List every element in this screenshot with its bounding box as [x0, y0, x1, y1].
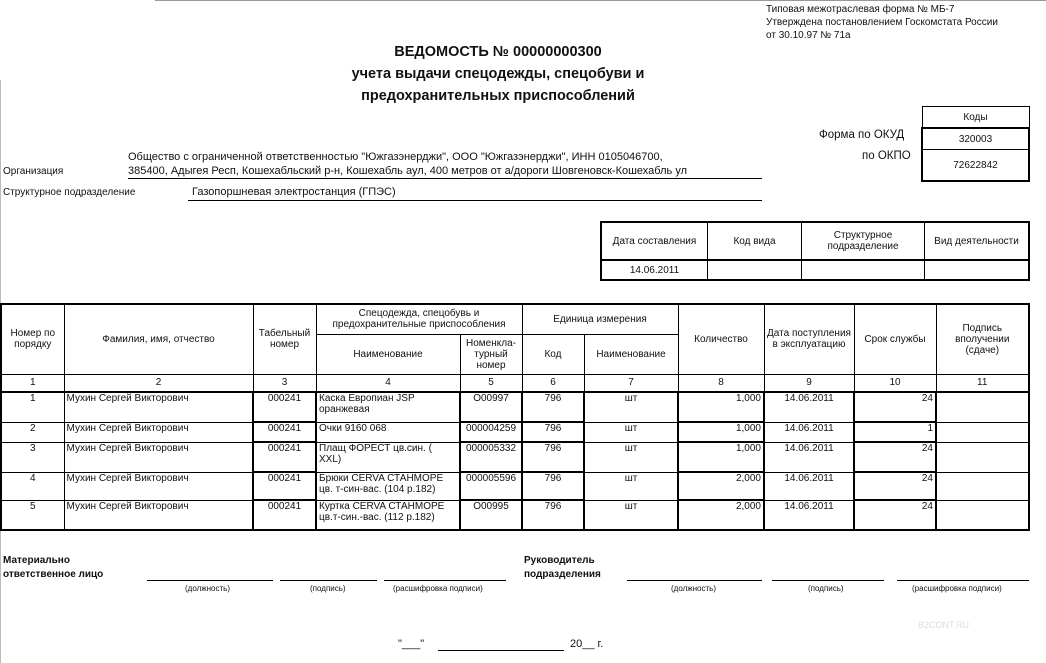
row-nomen: 000005332	[460, 442, 522, 472]
row-unit-name: шт	[584, 442, 678, 472]
date-day: "___"	[398, 638, 425, 650]
row-num: 2	[1, 422, 64, 442]
row-unit-code: 796	[522, 442, 584, 472]
date-month-line	[438, 650, 564, 651]
row-date: 14.06.2011	[764, 392, 854, 422]
doc-info-table	[600, 221, 1030, 281]
row-term: 24	[854, 500, 936, 530]
row-term: 24	[854, 442, 936, 472]
row-item-name-line1: Очки 9160 068	[319, 422, 387, 434]
unit-underline	[188, 200, 762, 201]
responsible-label-line2: ответственное лицо	[3, 569, 104, 580]
organization-name	[128, 150, 687, 178]
row-item-name	[316, 422, 460, 442]
okud-code: 320003	[922, 128, 1029, 150]
doc-type-header: Код вида	[708, 222, 802, 260]
row-nomen: 000005596	[460, 472, 522, 500]
table-row	[1, 472, 1029, 500]
okpo-label: по ОКПО	[862, 150, 911, 162]
row-date: 14.06.2011	[764, 500, 854, 530]
row-item-name-line2: цв. т-син-вас. (104 р.182)	[319, 483, 436, 495]
row-qty: 1,000	[678, 442, 764, 472]
issuance-table	[0, 303, 1030, 531]
row-date: 14.06.2011	[764, 442, 854, 472]
row-qty: 2,000	[678, 500, 764, 530]
document-title: ВЕДОМОСТЬ № 00000000300	[394, 44, 602, 60]
row-item-name	[316, 472, 460, 500]
watermark: B2CONT.RU	[918, 620, 970, 630]
row-nomen: 000004259	[460, 422, 522, 442]
row-fio: Мухин Сергей Викторович	[64, 500, 253, 530]
doc-date-value: 14.06.2011	[601, 260, 708, 280]
row-num: 3	[1, 442, 64, 472]
document-subtitle: учета выдачи спецодежды, спецобуви и	[351, 66, 645, 82]
col-number: 7	[584, 374, 678, 392]
col-number: 8	[678, 374, 764, 392]
row-term: 1	[854, 422, 936, 442]
row-sign	[936, 442, 1029, 472]
top-border-line	[155, 0, 1046, 1]
row-date: 14.06.2011	[764, 472, 854, 500]
left-post-line	[147, 580, 273, 581]
row-item-name	[316, 442, 460, 472]
left-decode-line	[384, 580, 506, 581]
doc-date-header: Дата составления	[601, 222, 708, 260]
row-item-name	[316, 392, 460, 422]
header-unit-name: Наименование	[584, 334, 678, 374]
okpo-code: 72622842	[922, 150, 1029, 182]
table-row	[1, 442, 1029, 472]
table-row	[1, 392, 1029, 422]
row-sign	[936, 500, 1029, 530]
col-number: 5	[460, 374, 522, 392]
doc-activity-value	[925, 260, 1030, 280]
header-nomen: Номенкла-турный номер	[460, 334, 522, 374]
unit-name: Газопоршневая электростанция (ГПЭС)	[192, 186, 396, 198]
col-number: 10	[854, 374, 936, 392]
form-header-line: Типовая межотраслевая форма № МБ-7	[766, 4, 955, 15]
row-term: 24	[854, 392, 936, 422]
row-item-name-line2: оранжевая	[319, 404, 370, 415]
row-unit-code: 796	[522, 422, 584, 442]
row-item-name-line1: Плащ ФОРЕСТ цв.син. (	[319, 442, 432, 454]
row-item-name-line2: XXL)	[319, 453, 342, 465]
right-post-caption: (должность)	[671, 584, 716, 593]
header-unit-group: Единица измерения	[522, 304, 678, 334]
row-fio: Мухин Сергей Викторович	[64, 392, 253, 422]
header-term: Срок службы	[854, 304, 936, 374]
responsible-label-line1: Материально	[3, 555, 70, 566]
doc-unit-header: Структурное подразделение	[802, 222, 925, 260]
row-unit-name: шт	[584, 500, 678, 530]
header-date: Дата поступления в эксплуатацию	[764, 304, 854, 374]
row-nomen: О00995	[460, 500, 522, 530]
header-num: Номер по порядку	[1, 304, 64, 374]
row-tab: 000241	[253, 472, 316, 500]
form-header	[766, 3, 998, 42]
unit-label: Структурное подразделение	[3, 187, 136, 198]
header-fio: Фамилия, имя, отчество	[64, 304, 253, 374]
codes-header: Коды	[922, 107, 1029, 129]
col-number: 1	[1, 374, 64, 392]
row-item-name-line2: цв.т-син.-вас. (112 р.182)	[319, 511, 435, 523]
right-post-line	[627, 580, 762, 581]
doc-activity-header: Вид деятельности	[925, 222, 1030, 260]
row-term: 24	[854, 472, 936, 500]
row-unit-code: 796	[522, 392, 584, 422]
form-header-line: от 30.10.97 № 71а	[766, 30, 851, 41]
col-number: 6	[522, 374, 584, 392]
row-tab: 000241	[253, 442, 316, 472]
okud-label: Форма по ОКУД	[819, 129, 905, 141]
row-item-name-line1: Брюки CERVA СТАНМОРЕ	[319, 472, 444, 484]
row-num: 1	[1, 392, 64, 422]
row-date: 14.06.2011	[764, 422, 854, 442]
row-unit-name: шт	[584, 422, 678, 442]
header-qty: Количество	[678, 304, 764, 374]
organization-label: Организация	[3, 166, 64, 177]
row-unit-code: 796	[522, 500, 584, 530]
header-items-group: Спецодежда, спецобувь и предохранительные приспособления	[316, 304, 522, 334]
document-subtitle: предохранительных приспособлений	[361, 88, 635, 104]
row-item-name-line1: Куртка CERVA СТАНМОРЕ	[319, 500, 445, 512]
row-sign	[936, 422, 1029, 442]
doc-unit-value	[802, 260, 925, 280]
row-num: 5	[1, 500, 64, 530]
col-number: 9	[764, 374, 854, 392]
left-post-caption: (должность)	[185, 584, 230, 593]
right-sign-caption: (подпись)	[808, 584, 844, 593]
row-item-name-line1: Каска Европиан JSP	[319, 393, 415, 404]
organization-underline	[128, 178, 762, 179]
row-qty: 1,000	[678, 422, 764, 442]
row-fio: Мухин Сергей Викторович	[64, 472, 253, 500]
left-sign-line	[280, 580, 377, 581]
date-year: 20__ г.	[570, 638, 604, 650]
manager-label-line1: Руководитель	[524, 555, 595, 566]
codes-table	[921, 106, 1030, 182]
doc-type-value	[708, 260, 802, 280]
left-sign-caption: (подпись)	[310, 584, 346, 593]
right-decode-line	[897, 580, 1029, 581]
row-nomen: О00997	[460, 392, 522, 422]
row-tab: 000241	[253, 392, 316, 422]
left-decode-caption: (расшифровка подписи)	[393, 584, 483, 593]
row-item-name	[316, 500, 460, 530]
manager-label-line2: подразделения	[524, 569, 601, 580]
table-row	[1, 422, 1029, 442]
header-sign: Подпись вполучении (сдаче)	[936, 304, 1029, 374]
organization-name-line2: 385400, Адыгея Респ, Кошехабльский р-н, Кошехабль аул, 400 метров от а/дороги Шовгеновск-Кошехабль ул	[128, 165, 687, 177]
header-tab: Табельный номер	[253, 304, 316, 374]
header-unit-code: Код	[522, 334, 584, 374]
row-unit-code: 796	[522, 472, 584, 500]
row-tab: 000241	[253, 500, 316, 530]
table-row	[1, 500, 1029, 530]
row-unit-name: шт	[584, 392, 678, 422]
organization-name-line1: Общество с ограниченной ответственностью "Южгазэнерджи", ООО "Южгазэнерджи", ИНН 0105046700,	[128, 151, 663, 163]
right-sign-line	[772, 580, 884, 581]
row-fio: Мухин Сергей Викторович	[64, 422, 253, 442]
row-unit-name: шт	[584, 472, 678, 500]
form-header-line: Утверждена постановлением Госкомстата России	[766, 17, 998, 28]
row-num: 4	[1, 472, 64, 500]
row-sign	[936, 472, 1029, 500]
row-tab: 000241	[253, 422, 316, 442]
right-decode-caption: (расшифровка подписи)	[912, 584, 1002, 593]
row-fio: Мухин Сергей Викторович	[64, 442, 253, 472]
col-number: 3	[253, 374, 316, 392]
col-number: 2	[64, 374, 253, 392]
row-qty: 1,000	[678, 392, 764, 422]
col-number: 11	[936, 374, 1029, 392]
row-sign	[936, 392, 1029, 422]
header-item-name: Наименование	[316, 334, 460, 374]
col-number: 4	[316, 374, 460, 392]
row-qty: 2,000	[678, 472, 764, 500]
